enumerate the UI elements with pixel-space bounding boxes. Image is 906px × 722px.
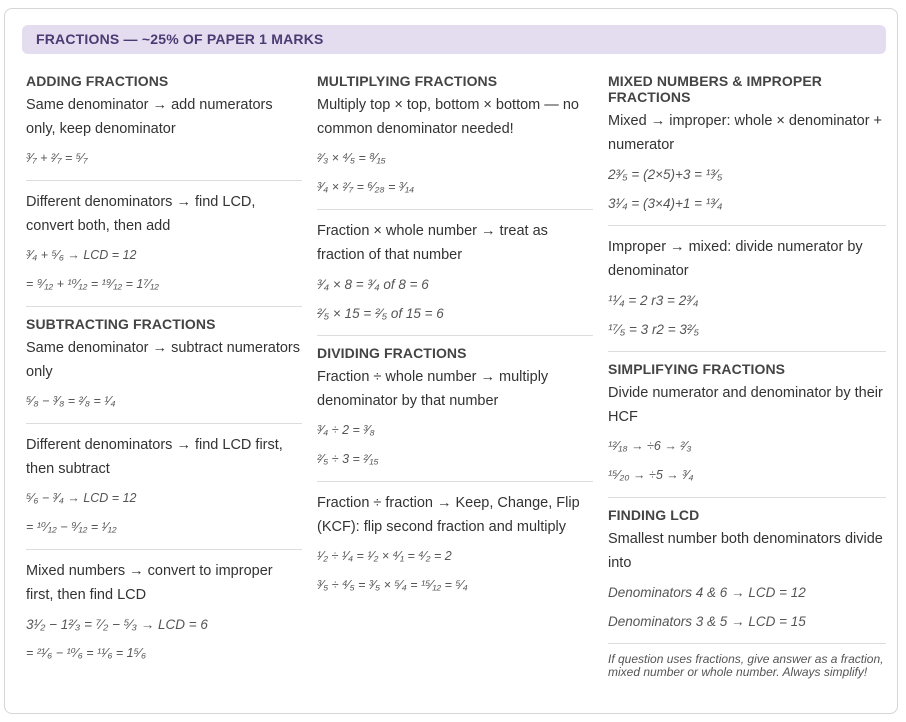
simplifying-heading: SIMPLIFYING FRACTIONS: [608, 361, 786, 377]
simplifying-example-2: ¹⁵⁄₂₀ → ÷5 → ³⁄₄: [608, 468, 694, 482]
dividing-whole-number: [317, 345, 593, 482]
column-multiplying-dividing: [317, 73, 593, 616]
subtracting-example-5: = ²¹⁄₆ − ¹⁰⁄₆ = ¹¹⁄₆ = 1⁵⁄₆: [26, 646, 147, 660]
multiplying-whole-number: [317, 219, 593, 336]
mixed-rule-to-mixed: Improper → mixed: divide numerator by denominator: [608, 239, 863, 279]
dividing-example-4: ³⁄₅ ÷ ⁴⁄₅ = ³⁄₅ × ⁵⁄₄ = ¹⁵⁄₁₂ = ⁵⁄₄: [317, 578, 468, 592]
dividing-rule-fraction: Fraction ÷ fraction → Keep, Change, Flip (KCF): flip second fraction and multiply: [317, 495, 580, 535]
column-adding-subtracting: [26, 73, 302, 684]
fractions-card: [4, 8, 898, 714]
adding-rule-different: Different denominators → find LCD, convert both, then add: [26, 194, 256, 234]
improper-to-mixed: [608, 235, 886, 352]
multiplying-basic: [317, 73, 593, 210]
dividing-example-2: ²⁄₅ ÷ 3 = ²⁄₁₅: [317, 452, 379, 466]
adding-rule-same: Same denominator → add numerators only, keep denominator: [26, 97, 273, 137]
subtracting-example-4: 3¹⁄₂ − 1²⁄₃ = ⁷⁄₂ − ⁵⁄₃ → LCD = 6: [26, 617, 208, 632]
mixed-example-2: 3¹⁄₄ = (3×4)+1 = ¹³⁄₄: [608, 196, 723, 211]
multiplying-example-3: ³⁄₄ × 8 = ³⁄₄ of 8 = 6: [317, 277, 429, 292]
dividing-example-1: ³⁄₄ ÷ 2 = ³⁄₈: [317, 423, 375, 437]
lcd-heading: FINDING LCD: [608, 507, 700, 523]
adding-same-denominator: [26, 73, 302, 181]
multiplying-rule-basic: Multiply top × top, bottom × bottom — no common denominator needed!: [317, 97, 579, 137]
simplifying-example-1: ¹²⁄₁₈ → ÷6 → ²⁄₃: [608, 439, 692, 453]
adding-heading: ADDING FRACTIONS: [26, 73, 169, 89]
subtracting-heading: SUBTRACTING FRACTIONS: [26, 316, 216, 332]
subtracting-example-2: ⁵⁄₆ − ³⁄₄ → LCD = 12: [26, 491, 137, 505]
multiplying-heading: MULTIPLYING FRACTIONS: [317, 73, 498, 89]
multiplying-rule-whole: Fraction × whole number → treat as fraction of that number: [317, 223, 548, 263]
column-mixed-simplify-lcd: [608, 73, 886, 679]
adding-example-2: ³⁄₄ + ⁵⁄₆ → LCD = 12: [26, 248, 137, 262]
subtracting-same-denominator: [26, 316, 302, 424]
multiplying-example-1: ²⁄₃ × ⁴⁄₅ = ⁸⁄₁₅: [317, 151, 386, 165]
section-banner: FRACTIONS — ~25% OF PAPER 1 MARKS: [22, 25, 886, 54]
subtracting-rule-different: Different denominators → find LCD first, then subtract: [26, 437, 283, 477]
subtracting-example-3: = ¹⁰⁄₁₂ − ⁹⁄₁₂ = ¹⁄₁₂: [26, 520, 117, 534]
mixed-example-4: ¹⁷⁄₅ = 3 r2 = 3²⁄₅: [608, 322, 700, 337]
lcd-example-1: Denominators 4 & 6 → LCD = 12: [608, 585, 806, 600]
simplifying-section: [608, 361, 886, 498]
adding-example-1: ³⁄₇ + ²⁄₇ = ⁵⁄₇: [26, 151, 88, 165]
adding-different-denominator: [26, 190, 302, 307]
mixed-to-improper: [608, 73, 886, 226]
mixed-example-1: 2³⁄₅ = (2×5)+3 = ¹³⁄₅: [608, 167, 723, 182]
lcd-rule: Smallest number both denominators divide into: [608, 531, 883, 571]
subtracting-example-1: ⁵⁄₈ − ³⁄₈ = ²⁄₈ = ¹⁄₄: [26, 394, 116, 408]
multiplying-example-2: ³⁄₄ × ²⁄₇ = ⁶⁄₂₈ = ³⁄₁₄: [317, 180, 415, 194]
simplifying-rule: Divide numerator and denominator by their HCF: [608, 385, 883, 425]
subtracting-rule-mixed: Mixed numbers → convert to improper first, then find LCD: [26, 563, 273, 603]
dividing-rule-whole: Fraction ÷ whole number → multiply denominator by that number: [317, 369, 549, 409]
adding-example-3: = ⁹⁄₁₂ + ¹⁰⁄₁₂ = ¹⁹⁄₁₂ = 1⁷⁄₁₂: [26, 277, 159, 291]
mixed-example-3: ¹¹⁄₄ = 2 r3 = 2³⁄₄: [608, 293, 699, 308]
subtracting-rule-same: Same denominator → subtract numerators only: [26, 340, 301, 380]
mixed-rule-to-improper: Mixed → improper: whole × denominator + numerator: [608, 113, 883, 153]
answer-format-note: If question uses fractions, give answer as a fraction, mixed number or whole number. Always simplify!: [608, 652, 884, 679]
dividing-example-3: ¹⁄₂ ÷ ¹⁄₄ = ¹⁄₂ × ⁴⁄₁ = ⁴⁄₂ = 2: [317, 549, 452, 563]
multiplying-example-4: ²⁄₅ × 15 = ²⁄₅ of 15 = 6: [317, 306, 444, 321]
mixed-heading: MIXED NUMBERS & IMPROPER FRACTIONS: [608, 73, 822, 105]
subtracting-mixed-numbers: [26, 559, 302, 675]
dividing-fraction: [317, 491, 593, 607]
subtracting-different-denominator: [26, 433, 302, 550]
lcd-section: [608, 507, 886, 644]
lcd-example-2: Denominators 3 & 5 → LCD = 15: [608, 614, 806, 629]
dividing-heading: DIVIDING FRACTIONS: [317, 345, 467, 361]
